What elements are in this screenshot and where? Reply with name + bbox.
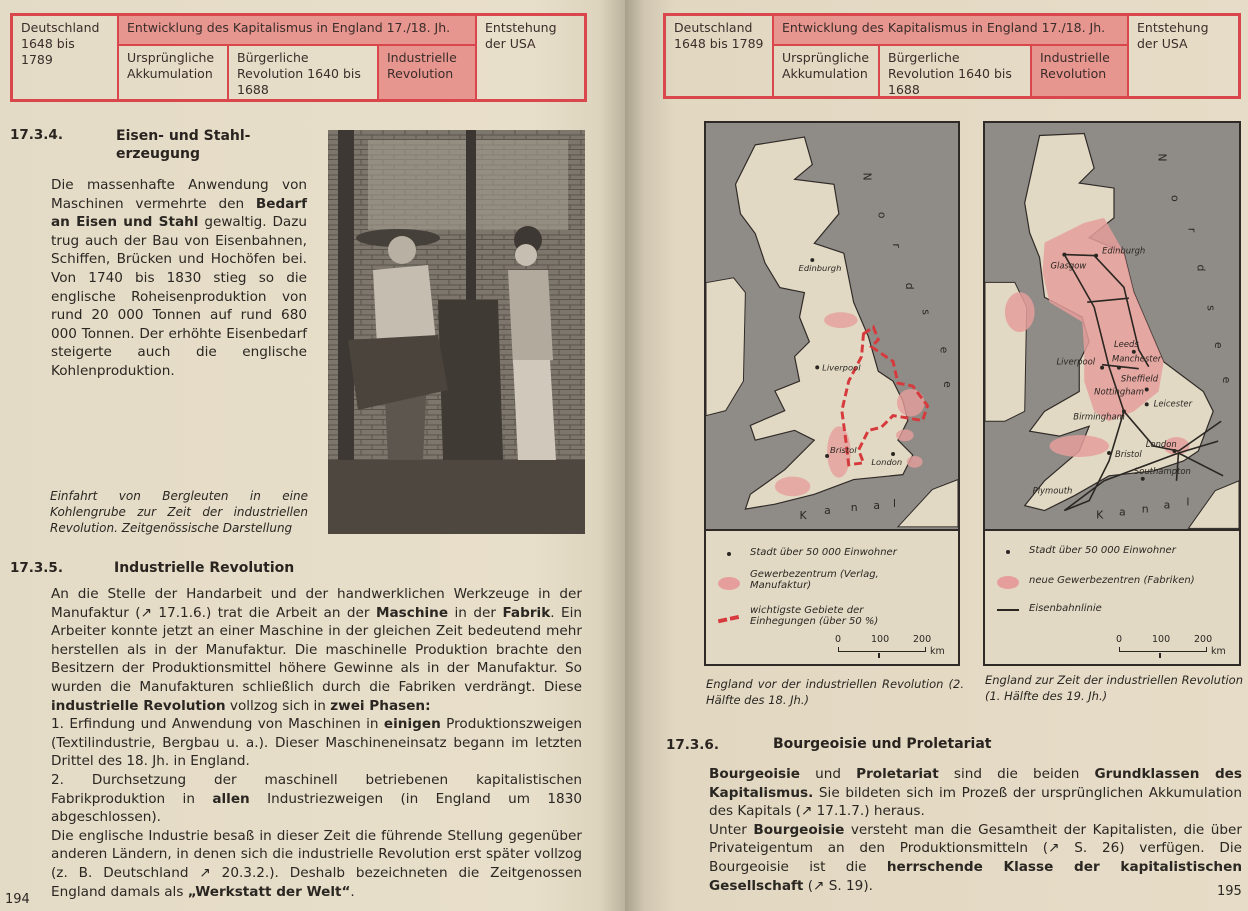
- text-run: 2. Durchsetzung der maschinell betriebenen kapitalistischen Fabrikproduktion in: [51, 771, 582, 807]
- section-title: Bourgeoisie und Proletariat: [773, 736, 992, 752]
- scale-tick-label: 0: [835, 634, 842, 645]
- svg-text:r: r: [890, 243, 904, 248]
- map-legend: [985, 533, 1239, 664]
- emphasized-text: industrielle Revolution: [51, 697, 226, 714]
- text-run: Die englische Industrie besaß in dieser Zeit die führende Stellung gegenüber anderen Ländern, in denen sich die industrielle Revolution erst später vollzog (z. B. Deutschland ↗ 20.3.2.). Deshalb bezeichneten die Zeitgenossen England damals als: [51, 827, 582, 900]
- city-dot: [1107, 451, 1111, 455]
- city-dot: [815, 365, 819, 369]
- city-label: Nottingham: [1094, 386, 1144, 397]
- city-label: Leicester: [1153, 398, 1193, 409]
- svg-text:l: l: [1186, 495, 1190, 509]
- new-industrial-area: [1049, 435, 1109, 457]
- trade-center-area: [907, 456, 923, 468]
- city-dot: [1145, 388, 1149, 392]
- emphasized-text: Proletariat: [856, 766, 939, 782]
- text-run: vollzog sich in: [225, 697, 331, 714]
- scale-unit: km: [1211, 646, 1226, 657]
- ireland-landmass: [706, 278, 745, 416]
- svg-text:a: a: [824, 504, 831, 518]
- svg-text:r: r: [1185, 227, 1199, 233]
- legend-city: Stadt über 50 000 Einwohner: [1029, 545, 1176, 556]
- city-label: Glasgow: [1050, 260, 1087, 271]
- text-run: sind die beiden: [938, 766, 1095, 782]
- emphasized-text: zwei Phasen:: [330, 697, 431, 714]
- text-run: .: [350, 883, 355, 900]
- svg-text:K: K: [799, 508, 807, 522]
- city-dot: [1094, 254, 1098, 258]
- timeline-bourgeois-revolution: Bürgerliche Revolution 1640 bis 1688: [879, 45, 1031, 97]
- timeline-development: Entwicklung des Kapitalismus in England 17./18. Jh.: [773, 15, 1128, 45]
- city-label: London: [1145, 439, 1177, 450]
- city-dot: [1062, 253, 1066, 257]
- dashed-line-icon: [718, 615, 740, 623]
- france-landmass: [898, 480, 958, 527]
- city-dot: [810, 258, 814, 262]
- svg-text:N: N: [1155, 153, 1169, 162]
- france-landmass: [1188, 481, 1239, 529]
- scale-bar: [834, 634, 944, 658]
- timeline-germany: Deutschland 1648 bis 1789: [665, 15, 773, 97]
- map-area: [985, 123, 1239, 531]
- svg-text:d: d: [1194, 264, 1208, 272]
- paragraph-iron-steel: [51, 176, 307, 381]
- text-run: An die Stelle der Handarbeit und der handwerklichen Werkzeuge in der Manufaktur (↗ 17.1.6.) trat die Arbeit an der: [51, 586, 582, 621]
- map-england-before-industrial-revolution: [704, 121, 960, 666]
- railway-line-icon: [997, 609, 1019, 611]
- page-number: 195: [1217, 884, 1242, 899]
- city-label: Birmingham: [1073, 411, 1125, 422]
- timeline-industrial-revolution: Industrielle Revolution: [378, 45, 476, 100]
- city-label: Edinburgh: [798, 262, 842, 273]
- section-title: Industrielle Revolution: [114, 560, 295, 576]
- svg-text:K: K: [1096, 508, 1104, 522]
- emphasized-text: Maschine: [375, 604, 449, 621]
- legend-railway: Eisenbahnlinie: [1029, 603, 1102, 614]
- city-dot: [891, 452, 895, 456]
- svg-text:n: n: [1141, 502, 1149, 516]
- city-label: Sheffield: [1120, 373, 1159, 384]
- city-dot: [825, 454, 829, 458]
- timeline-accumulation: Ursprüngliche Akkumulation: [118, 45, 228, 100]
- trade-center-area: [775, 477, 810, 497]
- svg-text:o: o: [875, 211, 889, 219]
- city-label: Liverpool: [822, 362, 861, 373]
- section-number: 17.3.5.: [10, 560, 63, 576]
- city-label: London: [871, 456, 903, 467]
- text-run: Sie bildeten sich im Prozeß der ursprünglichen Akkumulation des Kapitals (↗ 17.1.7.) heraus.: [709, 784, 1242, 820]
- svg-text:e: e: [941, 381, 955, 388]
- trade-center-icon: [718, 577, 740, 590]
- scale-tick-label: 0: [1116, 634, 1123, 645]
- emphasized-text: Grundklassen des Kapitalismus.: [709, 766, 1242, 801]
- svg-text:a: a: [1118, 505, 1126, 519]
- paragraph-industrial-revolution: [51, 585, 582, 901]
- svg-text:a: a: [1163, 498, 1171, 512]
- emphasized-text: Bourgeoisie: [709, 766, 801, 782]
- svg-text:a: a: [873, 499, 880, 513]
- city-dot: [1117, 366, 1121, 370]
- text-run: und: [800, 766, 857, 782]
- timeline-header: [663, 13, 1241, 99]
- legend-city: Stadt über 50 000 Einwohner: [750, 547, 897, 558]
- section-title-line1: Eisen- und Stahl-: [116, 128, 251, 144]
- svg-text:e: e: [1212, 341, 1226, 349]
- city-dot: [1173, 449, 1177, 453]
- map-2-caption: England zur Zeit der industriellen Revolution (1. Hälfte des 19. Jh.): [985, 673, 1243, 703]
- mine-entrance-illustration: [328, 130, 585, 534]
- city-label: Plymouth: [1032, 485, 1073, 496]
- svg-text:N: N: [860, 172, 874, 181]
- map-area: [706, 123, 958, 531]
- timeline-usa: Entstehung der USA: [1128, 15, 1239, 97]
- text-run: Produktionszweigen (Textilindustrie, Bergbau u. a.). Dieser Maschineneinsatz begann im letzten Drittel des 18. Jh. in England.: [51, 716, 582, 770]
- scale-tick-label: 100: [871, 634, 890, 645]
- text-run: versteht man die Gesamtheit der Kapitalisten, die über Privateigentum an den Produktionsmitteln (↗ S. 26) verfügen. Die Bourgeoisie ist die: [709, 821, 1242, 875]
- city-dot: [1141, 477, 1145, 481]
- timeline-usa: Entstehung der USA: [476, 15, 585, 100]
- text-run: Die massenhafte Anwendung von Maschinen vermehrte den: [51, 177, 307, 212]
- timeline-development: Entwicklung des Kapitalismus in England 17./18. Jh.: [118, 15, 476, 45]
- britain-landmass: [736, 137, 913, 509]
- text-run: in der: [448, 604, 503, 621]
- new-industrial-area: [1005, 292, 1035, 332]
- scale-tick-label: 100: [1152, 634, 1171, 645]
- svg-text:l: l: [893, 497, 897, 511]
- city-label: Bristol: [1114, 448, 1142, 459]
- svg-text:s: s: [919, 309, 933, 315]
- city-dot: [1145, 402, 1149, 406]
- timeline-accumulation: Ursprüngliche Akkumulation: [773, 45, 879, 97]
- section-number: 17.3.6.: [666, 737, 719, 753]
- city-label: Bristol: [830, 444, 857, 455]
- text-run: Industriezweigen (in England um 1830 abgeschlossen).: [51, 790, 582, 826]
- text-run: . Ein Arbeiter konnte jetzt an einer Maschine in der gleichen Zeit bedeutend mehr herstellen als in der Manufaktur. Die maschinelle Produktion brachte den Besitzern der Produktionsmittel höhere Gewinne als in der Manufaktur. So wurden die Manufakturen schließlich durch die Fabriken verdrängt. Diese: [51, 604, 583, 695]
- svg-text:d: d: [902, 282, 916, 290]
- legend-trade-center: Gewerbezentrum (Verlag, Manufaktur): [750, 569, 879, 591]
- scale-tick-label: 200: [1194, 634, 1213, 645]
- city-dot: [1100, 366, 1104, 370]
- text-run: (↗ S. 19).: [803, 877, 873, 894]
- scale-tick-label: 200: [913, 634, 932, 645]
- emphasized-text: Bedarf an Eisen und Stahl: [51, 195, 307, 231]
- timeline-bourgeois-revolution: Bürgerliche Revolution 1640 bis 1688: [228, 45, 378, 100]
- emphasized-text: Bourgeoisie: [753, 821, 845, 838]
- emphasized-text: allen: [212, 790, 250, 807]
- trade-center-area: [896, 429, 914, 441]
- city-dot-icon: [1006, 550, 1010, 554]
- legend-new-centers: neue Gewerbezentren (Fabriken): [1029, 575, 1195, 586]
- section-title-line2: erzeugung: [116, 146, 200, 162]
- paragraph-bourgeoisie-proletariat: [709, 765, 1242, 895]
- scale-unit: km: [930, 646, 945, 657]
- emphasized-text: „Werkstatt der Welt“: [187, 883, 351, 900]
- text-run: Unter: [709, 821, 754, 838]
- trade-center-area: [824, 312, 857, 328]
- map-england-during-industrial-revolution: [983, 121, 1241, 666]
- trade-center-area: [897, 389, 925, 417]
- city-label: Leeds: [1113, 338, 1139, 349]
- svg-text:s: s: [1204, 305, 1218, 311]
- emphasized-text: herrschende Klasse der kapitalistischen Gesellschaft: [709, 858, 1243, 894]
- scale-bar: [1115, 634, 1225, 658]
- map-legend: [706, 533, 958, 664]
- section-number: 17.3.4.: [10, 127, 63, 143]
- legend-enclosures: wichtigste Gebiete der Einhegungen (über 50 %): [750, 605, 879, 627]
- timeline-header: [10, 13, 587, 102]
- timeline-germany: Deutschland 1648 bis 1789: [12, 15, 118, 100]
- map-1-caption: England vor der industriellen Revolution (2. Hälfte des 18. Jh.): [706, 677, 964, 707]
- page-number: 194: [5, 892, 30, 907]
- new-center-icon: [997, 576, 1019, 589]
- svg-text:e: e: [937, 346, 951, 354]
- city-label: Southampton: [1133, 465, 1191, 476]
- city-label: Edinburgh: [1102, 245, 1146, 256]
- emphasized-text: einigen: [383, 716, 441, 733]
- timeline-industrial-revolution: Industrielle Revolution: [1031, 45, 1128, 97]
- svg-text:e: e: [1220, 376, 1234, 384]
- text-run: gewaltig. Dazu trug auch der Bau von Eisenbahnen, Schiffen, Brücken und Hochöfen bei. Von 1740 bis 1830 stieg so die englische Roheisenproduktion von rund 20 000 Tonnen auf rund 680 000 Tonnen. Der erhöhte Eisenbedarf steigerte auch die englische Kohlenproduktion.: [51, 214, 307, 379]
- svg-text:o: o: [1168, 195, 1182, 202]
- emphasized-text: Fabrik: [502, 604, 551, 621]
- text-run: 1. Erfindung und Anwendung von Maschinen in: [51, 716, 384, 733]
- illustration-caption: Einfahrt von Bergleuten in eine Kohlengrube zur Zeit der industriellen Revolution. Zeitgenössische Darstellung: [50, 489, 308, 535]
- city-dot-icon: [727, 552, 731, 556]
- city-label: Manchester: [1112, 353, 1162, 364]
- city-label: Liverpool: [1056, 356, 1096, 367]
- svg-text:n: n: [850, 501, 858, 515]
